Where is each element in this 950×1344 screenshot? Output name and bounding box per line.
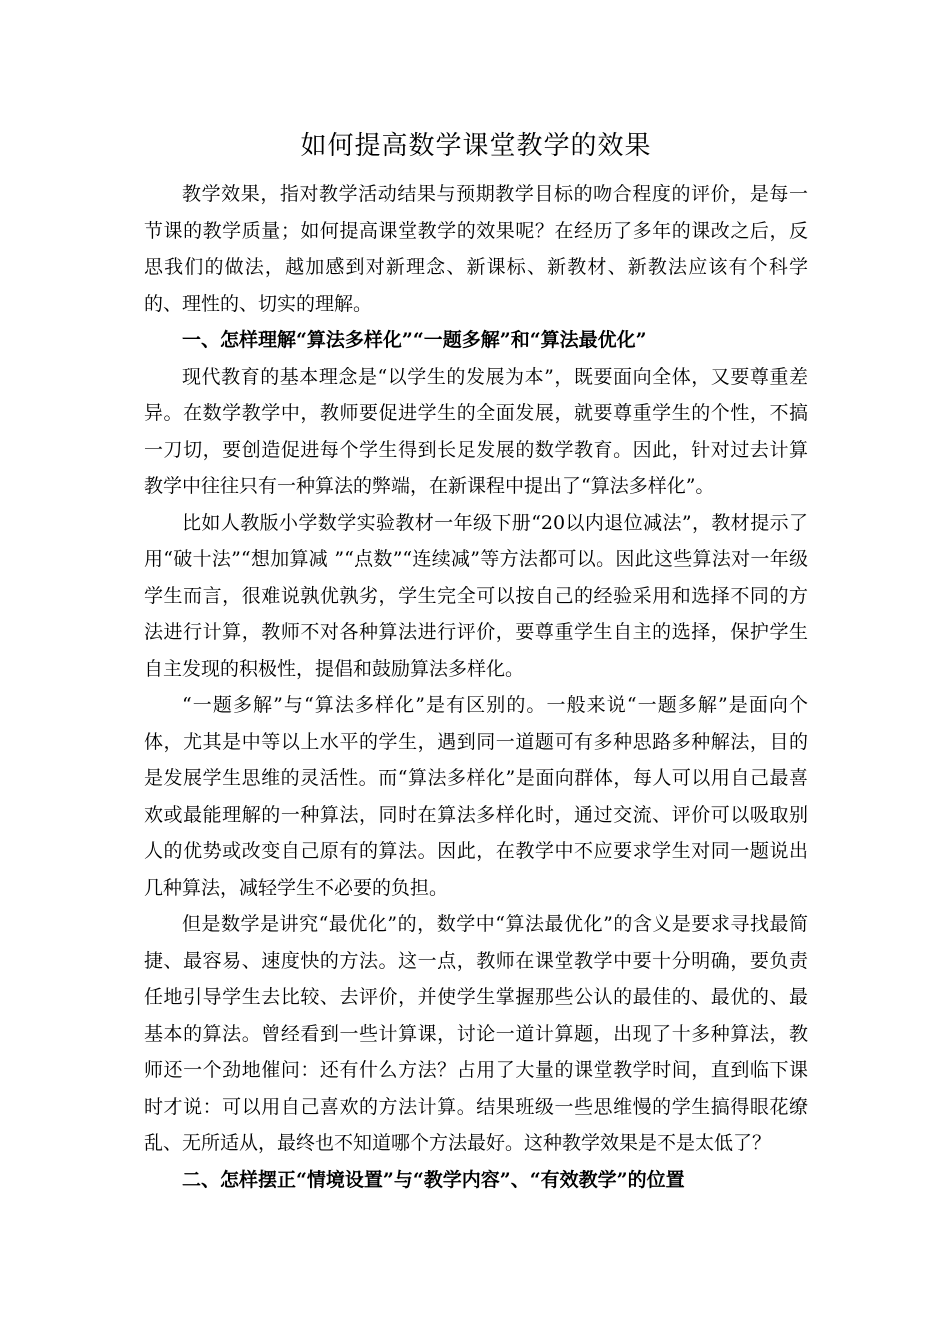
section-heading-1: 一、怎样理解“算法多样化”“一题多解”和“算法最优化” [182, 329, 647, 351]
body-paragraph: 比如人教版小学数学实验教材一年级下册“20以内退位减法”，教材提示了用“破十法”“想加算减 ”“点数”“连续减”等方法都可以。因此这些算法对一年级学生而言，很难说孰优孰劣，学生完全可以按自己的经验采用和选择不同的方法进行计算，教师不对各种算法进行评价，要尊重学生自主的选择，保护学生自主发现的积极性，提倡和鼓励算法多样化。 [144, 511, 808, 680]
body-paragraph: “一题多解”与“算法多样化”是有区别的。一般来说“一题多解”是面向个体，尤其是中等以上水平的学生，遇到同一道题可有多种思路多种解法，目的是发展学生思维的灵活性。而“算法多样化”是面向群体，每人可以用自己最喜欢或最能理解的一种算法，同时在算法多样化时，通过交流、评价可以吸取别人的优势或改变自己原有的算法。因此，在教学中不应要求学生对同一题说出几种算法，减轻学生不必要的负担。 [144, 694, 808, 899]
intro-paragraph: 教学效果，指对教学活动结果与预期教学目标的吻合程度的评价，是每一节课的教学质量；如何提高课堂教学的效果呢？在经历了多年的课改之后，反思我们的做法，越加感到对新理念、新课标、新教材、新教法应该有个科学的、理性的、切实的理解。 [144, 183, 808, 315]
body-paragraph: 现代教育的基本理念是“以学生的发展为本”，既要面向全体，又要尊重差异。在数学教学中，教师要促进学生的全面发展，就要尊重学生的个性，不搞一刀切，要创造促进每个学生得到长足发展的数学教育。因此，针对过去计算教学中往往只有一种算法的弊端，在新课程中提出了“算法多样化”。 [144, 365, 808, 497]
body-paragraph: 但是数学是讲究“最优化”的，数学中“算法最优化”的含义是要求寻找最简捷、最容易、速度快的方法。这一点，教师在课堂教学中要十分明确，要负责任地引导学生去比较、去评价，并使学生掌握那些公认的最佳的、最优的、最基本的算法。曾经看到一些计算课，讨论一道计算题，出现了十多种算法，教师还一个劲地催问：还有什么方法？占用了大量的课堂教学时间，直到临下课时才说：可以用自己喜欢的方法计算。结果班级一些思维慢的学生搞得眼花缭乱、无所适从，最终也不知道哪个方法最好。这种教学效果是不是太低了？ [144, 913, 808, 1154]
section-heading-2: 二、怎样摆正“情境设置”与“教学内容”、“有效教学”的位置 [182, 1168, 685, 1191]
document-page [144, 126, 808, 1198]
document-title: 如何提高数学课堂教学的效果 [300, 131, 652, 161]
